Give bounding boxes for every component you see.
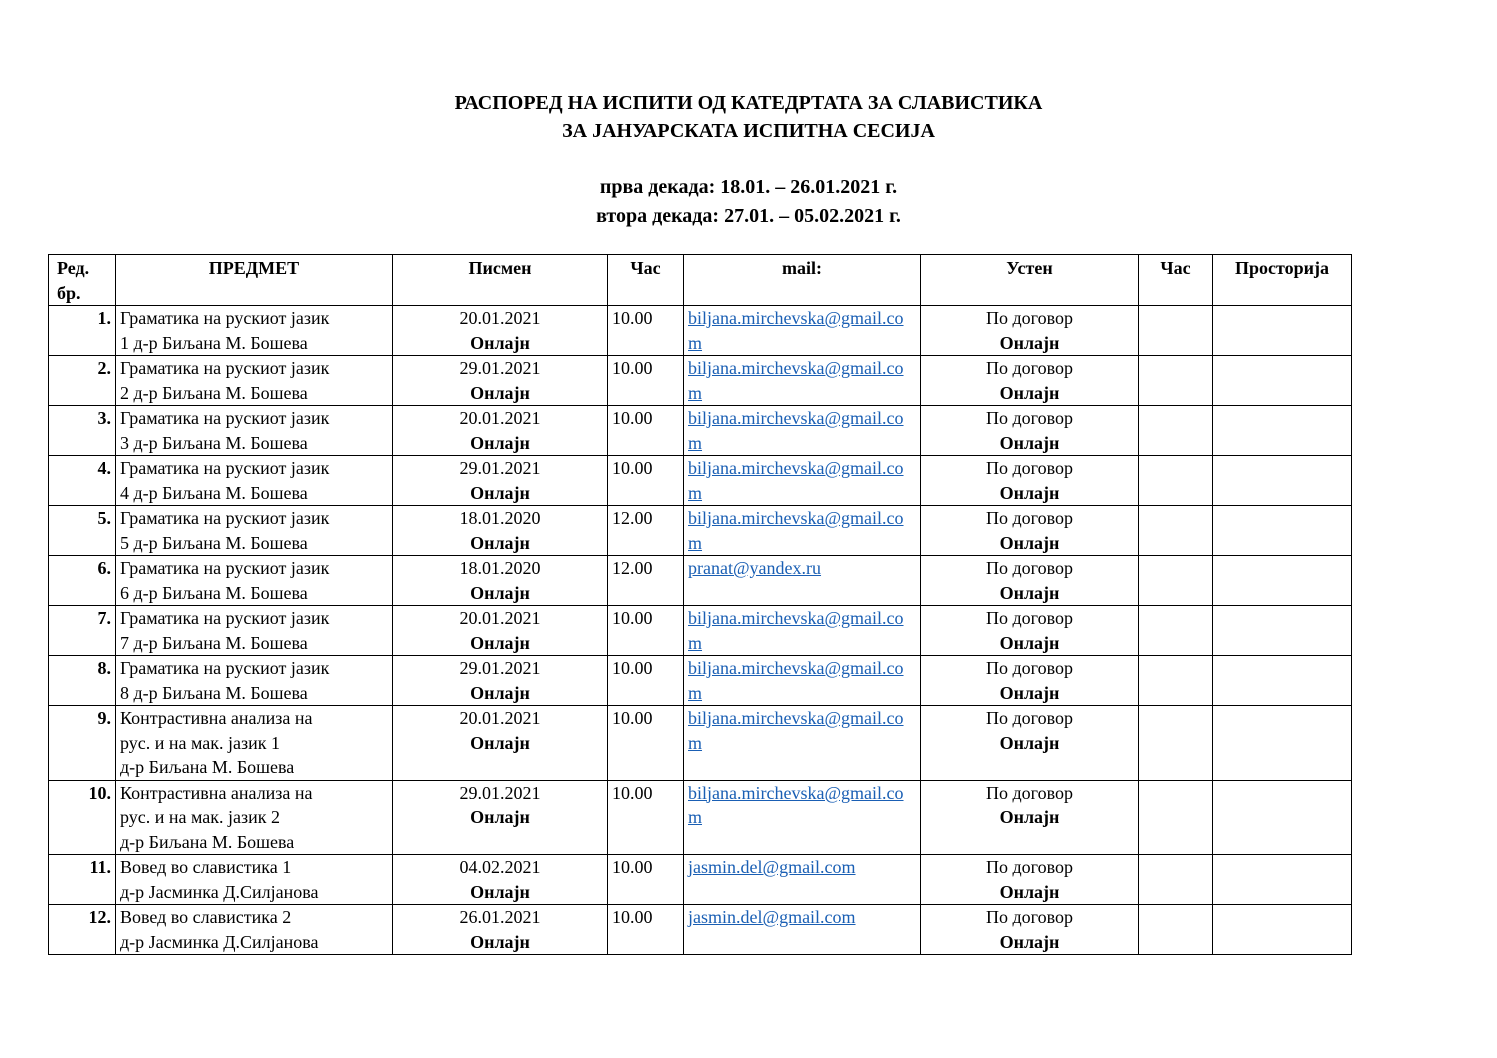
oral-arrangement: По договор xyxy=(986,907,1073,927)
written-date: 18.01.2020 xyxy=(459,508,541,528)
oral-time-cell xyxy=(1139,656,1213,706)
written-date: 20.01.2021 xyxy=(459,708,541,728)
oral-time-cell xyxy=(1139,556,1213,606)
written-exam-cell xyxy=(393,356,608,406)
col-header-room: Просторија xyxy=(1213,255,1352,306)
mail-cell xyxy=(684,905,921,955)
subject-cell: Контрастивна анализа на рус. и на мак. јазик 2 д-р Биљана М. Бошева xyxy=(116,780,393,855)
oral-exam-cell xyxy=(921,905,1139,955)
time-cell: 10.00 xyxy=(608,406,684,456)
mail-cell xyxy=(684,556,921,606)
table-row xyxy=(49,456,1352,506)
written-exam-cell xyxy=(393,306,608,356)
mail-link[interactable]: jasmin.del@gmail.com xyxy=(688,857,856,877)
subject-cell: Контрастивна анализа на рус. и на мак. јазик 1 д-р Биљана М. Бошева xyxy=(116,706,393,781)
written-date: 29.01.2021 xyxy=(459,658,541,678)
mail-link[interactable]: biljana.mirchevska@gmail.com xyxy=(688,708,904,753)
written-mode: Онлајн xyxy=(470,582,530,603)
mail-cell xyxy=(684,656,921,706)
mail-link[interactable]: biljana.mirchevska@gmail.com xyxy=(688,408,904,453)
written-exam-cell xyxy=(393,556,608,606)
col-header-time: Час xyxy=(608,255,684,306)
written-exam-cell xyxy=(393,506,608,556)
exam-schedule-table xyxy=(48,254,1352,955)
mail-cell xyxy=(684,356,921,406)
table-row xyxy=(49,855,1352,905)
mail-cell xyxy=(684,306,921,356)
room-cell xyxy=(1213,656,1352,706)
row-number: 8. xyxy=(49,656,116,706)
table-row xyxy=(49,905,1352,955)
oral-exam-cell xyxy=(921,406,1139,456)
oral-exam-cell xyxy=(921,506,1139,556)
table-row xyxy=(49,606,1352,656)
written-date: 04.02.2021 xyxy=(459,857,541,877)
oral-arrangement: По договор xyxy=(986,358,1073,378)
oral-arrangement: По договор xyxy=(986,857,1073,877)
written-date: 29.01.2021 xyxy=(459,458,541,478)
oral-mode: Онлајн xyxy=(999,482,1060,503)
row-number: 10. xyxy=(49,780,116,855)
subject-cell: Вовед во славистика 1 д-р Јасминка Д.Силјанова xyxy=(116,855,393,905)
subject-cell: Граматика на рускиот јазик 6 д-р Биљана М. Бошева xyxy=(116,556,393,606)
oral-exam-cell xyxy=(921,356,1139,406)
table-row xyxy=(49,306,1352,356)
mail-link[interactable]: jasmin.del@gmail.com xyxy=(688,907,856,927)
room-cell xyxy=(1213,606,1352,656)
document-subtitle: ЗА ЈАНУАРСКАТА ИСПИТНА СЕСИЈА xyxy=(562,120,935,142)
oral-arrangement: По договор xyxy=(986,782,1073,803)
oral-mode: Онлајн xyxy=(999,807,1060,827)
time-cell: 10.00 xyxy=(608,606,684,656)
mail-cell xyxy=(684,456,921,506)
room-cell xyxy=(1213,456,1352,506)
time-cell: 10.00 xyxy=(608,855,684,905)
mail-cell xyxy=(684,780,921,855)
written-exam-cell xyxy=(393,456,608,506)
table-row xyxy=(49,356,1352,406)
mail-link[interactable]: biljana.mirchevska@gmail.com xyxy=(688,458,904,503)
written-date: 20.01.2021 xyxy=(459,308,541,328)
oral-exam-cell xyxy=(921,606,1139,656)
oral-mode: Онлајн xyxy=(999,682,1060,703)
oral-mode: Онлајн xyxy=(999,382,1060,403)
oral-arrangement: По договор xyxy=(986,408,1073,428)
oral-arrangement: По договор xyxy=(986,558,1073,578)
table-row xyxy=(49,706,1352,781)
table-row xyxy=(49,406,1352,456)
mail-link[interactable]: pranat@yandex.ru xyxy=(688,558,822,578)
oral-mode: Онлајн xyxy=(999,332,1060,353)
row-number: 9. xyxy=(49,706,116,781)
oral-mode: Онлајн xyxy=(999,732,1060,753)
subject-cell: Вовед во славистика 2 д-р Јасминка Д.Силјанова xyxy=(116,905,393,955)
table-row xyxy=(49,656,1352,706)
written-mode: Онлајн xyxy=(470,682,530,703)
oral-time-cell xyxy=(1139,706,1213,781)
written-mode: Онлајн xyxy=(470,432,530,453)
mail-link[interactable]: biljana.mirchevska@gmail.com xyxy=(688,358,904,403)
row-number: 2. xyxy=(49,356,116,406)
document-title: РАСПОРЕД НА ИСПИТИ ОД КАТЕДРТАТА ЗА СЛАВИСТИКА xyxy=(454,92,1043,114)
table-body xyxy=(49,306,1352,955)
col-header-oral: Устен xyxy=(921,255,1139,306)
written-date: 29.01.2021 xyxy=(459,782,541,803)
oral-exam-cell xyxy=(921,456,1139,506)
room-cell xyxy=(1213,706,1352,781)
written-mode: Онлајн xyxy=(470,881,530,902)
written-mode: Онлајн xyxy=(470,732,530,753)
oral-arrangement: По договор xyxy=(986,458,1073,478)
table-row xyxy=(49,780,1352,855)
room-cell xyxy=(1213,356,1352,406)
col-header-num: Ред. бр. xyxy=(49,255,116,306)
room-cell xyxy=(1213,905,1352,955)
time-cell: 10.00 xyxy=(608,356,684,406)
mail-link[interactable]: biljana.mirchevska@gmail.com xyxy=(688,658,904,703)
oral-exam-cell xyxy=(921,656,1139,706)
subject-cell: Граматика на рускиот јазик 4 д-р Биљана М. Бошева xyxy=(116,456,393,506)
oral-arrangement: По договор xyxy=(986,508,1073,528)
written-date: 29.01.2021 xyxy=(459,358,541,378)
row-number: 4. xyxy=(49,456,116,506)
oral-time-cell xyxy=(1139,905,1213,955)
room-cell xyxy=(1213,306,1352,356)
time-cell: 10.00 xyxy=(608,456,684,506)
subject-cell: Граматика на рускиот јазик 8 д-р Биљана М. Бошева xyxy=(116,656,393,706)
oral-arrangement: По договор xyxy=(986,608,1073,628)
oral-time-cell xyxy=(1139,456,1213,506)
subject-cell: Граматика на рускиот јазик 2 д-р Биљана М. Бошева xyxy=(116,356,393,406)
subject-cell: Граматика на рускиот јазик 7 д-р Биљана М. Бошева xyxy=(116,606,393,656)
written-mode: Онлајн xyxy=(470,931,530,952)
oral-mode: Онлајн xyxy=(999,931,1060,952)
written-date: 26.01.2021 xyxy=(459,907,541,927)
subject-cell: Граматика на рускиот јазик 3 д-р Биљана М. Бошева xyxy=(116,406,393,456)
written-mode: Онлајн xyxy=(470,482,530,503)
col-header-oral-time: Час xyxy=(1139,255,1213,306)
room-cell xyxy=(1213,556,1352,606)
oral-exam-cell xyxy=(921,855,1139,905)
table-row xyxy=(49,506,1352,556)
written-mode: Онлајн xyxy=(470,807,530,827)
oral-time-cell xyxy=(1139,406,1213,456)
first-decade: прва декада: 18.01. – 26.01.2021 г. xyxy=(599,176,898,198)
written-exam-cell xyxy=(393,855,608,905)
mail-cell xyxy=(684,706,921,781)
oral-exam-cell xyxy=(921,780,1139,855)
oral-mode: Онлајн xyxy=(999,532,1060,553)
oral-time-cell xyxy=(1139,306,1213,356)
table-row xyxy=(49,556,1352,606)
written-mode: Онлајн xyxy=(470,382,530,403)
room-cell xyxy=(1213,855,1352,905)
time-cell: 10.00 xyxy=(608,780,684,855)
subject-cell: Граматика на рускиот јазик 1 д-р Биљана М. Бошева xyxy=(116,306,393,356)
row-number: 12. xyxy=(49,905,116,955)
oral-arrangement: По договор xyxy=(986,708,1073,728)
written-exam-cell xyxy=(393,905,608,955)
col-header-subject: ПРЕДМЕТ xyxy=(116,255,393,306)
room-cell xyxy=(1213,506,1352,556)
col-header-mail: mail: xyxy=(684,255,921,306)
row-number: 11. xyxy=(49,855,116,905)
room-cell xyxy=(1213,406,1352,456)
row-number: 3. xyxy=(49,406,116,456)
written-exam-cell xyxy=(393,706,608,781)
written-date: 20.01.2021 xyxy=(459,408,541,428)
second-decade: втора декада: 27.01. – 05.02.2021 г. xyxy=(596,205,901,227)
mail-link[interactable]: biljana.mirchevska@gmail.com xyxy=(688,608,904,653)
mail-cell xyxy=(684,406,921,456)
time-cell: 10.00 xyxy=(608,706,684,781)
written-mode: Онлајн xyxy=(470,632,530,653)
col-header-written: Писмен xyxy=(393,255,608,306)
oral-exam-cell xyxy=(921,706,1139,781)
written-exam-cell xyxy=(393,406,608,456)
time-cell: 12.00 xyxy=(608,556,684,606)
oral-time-cell xyxy=(1139,356,1213,406)
mail-link[interactable]: biljana.mirchevska@gmail.com xyxy=(688,508,904,553)
oral-mode: Онлајн xyxy=(999,432,1060,453)
oral-exam-cell xyxy=(921,556,1139,606)
oral-arrangement: По договор xyxy=(986,308,1073,328)
oral-time-cell xyxy=(1139,606,1213,656)
row-number: 6. xyxy=(49,556,116,606)
row-number: 7. xyxy=(49,606,116,656)
time-cell: 10.00 xyxy=(608,656,684,706)
oral-mode: Онлајн xyxy=(999,881,1060,902)
subject-cell: Граматика на рускиот јазик 5 д-р Биљана М. Бошева xyxy=(116,506,393,556)
row-number: 1. xyxy=(49,306,116,356)
oral-arrangement: По договор xyxy=(986,658,1073,678)
written-exam-cell xyxy=(393,606,608,656)
oral-time-cell xyxy=(1139,780,1213,855)
time-cell: 10.00 xyxy=(608,905,684,955)
oral-time-cell xyxy=(1139,855,1213,905)
written-mode: Онлајн xyxy=(470,532,530,553)
oral-mode: Онлајн xyxy=(999,582,1060,603)
mail-cell xyxy=(684,506,921,556)
written-date: 18.01.2020 xyxy=(459,558,541,578)
room-cell xyxy=(1213,780,1352,855)
oral-mode: Онлајн xyxy=(999,632,1060,653)
time-cell: 12.00 xyxy=(608,506,684,556)
written-date: 20.01.2021 xyxy=(459,608,541,628)
written-exam-cell xyxy=(393,656,608,706)
written-mode: Онлајн xyxy=(470,332,530,353)
mail-cell xyxy=(684,606,921,656)
written-exam-cell xyxy=(393,780,608,855)
mail-cell xyxy=(684,855,921,905)
mail-link[interactable]: biljana.mirchevska@gmail.com xyxy=(688,308,904,353)
oral-exam-cell xyxy=(921,306,1139,356)
row-number: 5. xyxy=(49,506,116,556)
mail-link[interactable]: biljana.mirchevska@gmail.com xyxy=(688,782,904,827)
time-cell: 10.00 xyxy=(608,306,684,356)
oral-time-cell xyxy=(1139,506,1213,556)
table-header-row xyxy=(49,255,1352,306)
